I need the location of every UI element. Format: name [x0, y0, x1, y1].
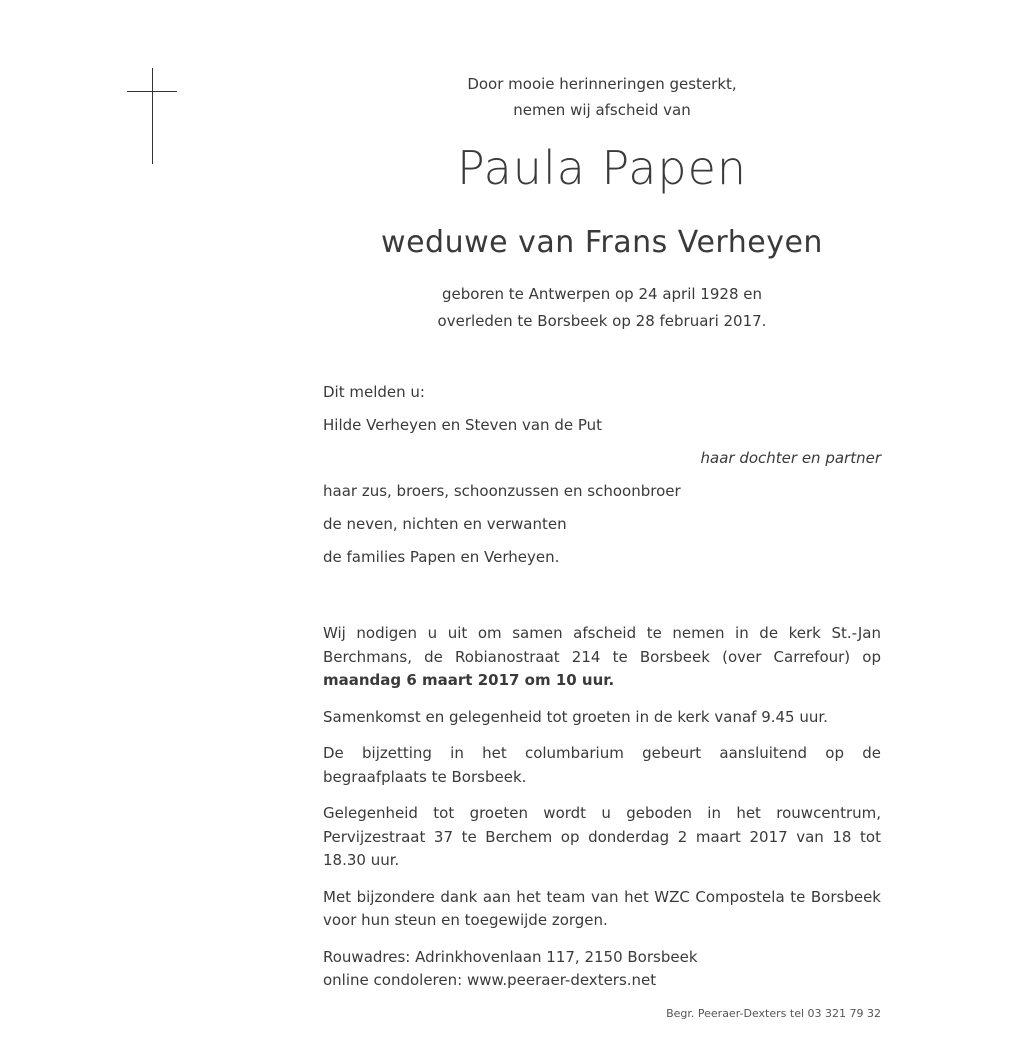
ceremony-invitation — [323, 622, 881, 993]
intro-text — [323, 71, 881, 123]
thanks-paragraph: Met bijzondere dank aan het team van het WZC Compostela te Borsbeek voor hun steun en toegewijde zorgen. — [323, 887, 881, 929]
online-condolence: online condoleren: www.peeraer-dexters.net — [323, 971, 657, 989]
relation-line: weduwe van Frans Verheyen — [381, 225, 823, 260]
family-announcement — [323, 376, 881, 574]
birth-death-dates — [323, 281, 881, 335]
intro-line-1: Door mooie herinneringen gesterkt, — [467, 75, 737, 93]
family-line-1: Hilde Verheyen en Steven van de Put — [323, 416, 603, 434]
gathering-paragraph: Samenkomst en gelegenheid tot groeten in de kerk vanaf 9.45 uur. — [323, 707, 828, 726]
mourning-address: Rouwadres: Adrinkhovenlaan 117, 2150 Borsbeek — [323, 947, 698, 966]
deceased-name: Paula Papen — [456, 141, 748, 195]
cross-icon-horizontal — [127, 91, 177, 92]
funeral-director-footer: Begr. Peeraer-Dexters tel 03 321 79 32 — [666, 1007, 881, 1020]
family-line-4: de families Papen en Verheyen. — [323, 548, 560, 566]
viewing-paragraph: Gelegenheid tot groeten wordt u geboden in het rouwcentrum, Pervijzestraat 37 te Berchem op donderdag 2 maart 2017 van 18 tot 18.30 uur. — [323, 804, 881, 869]
invitation-text: Wij nodigen u uit om samen afscheid te nemen in de kerk St.-Jan Berchmans, de Robianostraat 214 te Borsbeek (over Carrefour) op — [323, 624, 881, 666]
birth-line: geboren te Antwerpen op 24 april 1928 en — [442, 285, 762, 303]
family-line-1-role: haar dochter en partner — [700, 449, 881, 467]
intro-line-2: nemen wij afscheid van — [513, 101, 691, 119]
invitation-paragraph — [323, 622, 881, 693]
ceremony-datetime: maandag 6 maart 2017 om 10 uur. — [323, 671, 615, 689]
family-line-3: de neven, nichten en verwanten — [323, 515, 567, 533]
interment-paragraph: De bijzetting in het columbarium gebeurt aansluitend op de begraafplaats te Borsbeek. — [323, 744, 881, 786]
death-line: overleden te Borsbeek op 28 februari 2017. — [437, 312, 767, 330]
cross-icon-vertical — [152, 68, 153, 164]
family-line-2: haar zus, broers, schoonzussen en schoonbroer — [323, 482, 681, 500]
announce-heading: Dit melden u: — [323, 383, 425, 401]
